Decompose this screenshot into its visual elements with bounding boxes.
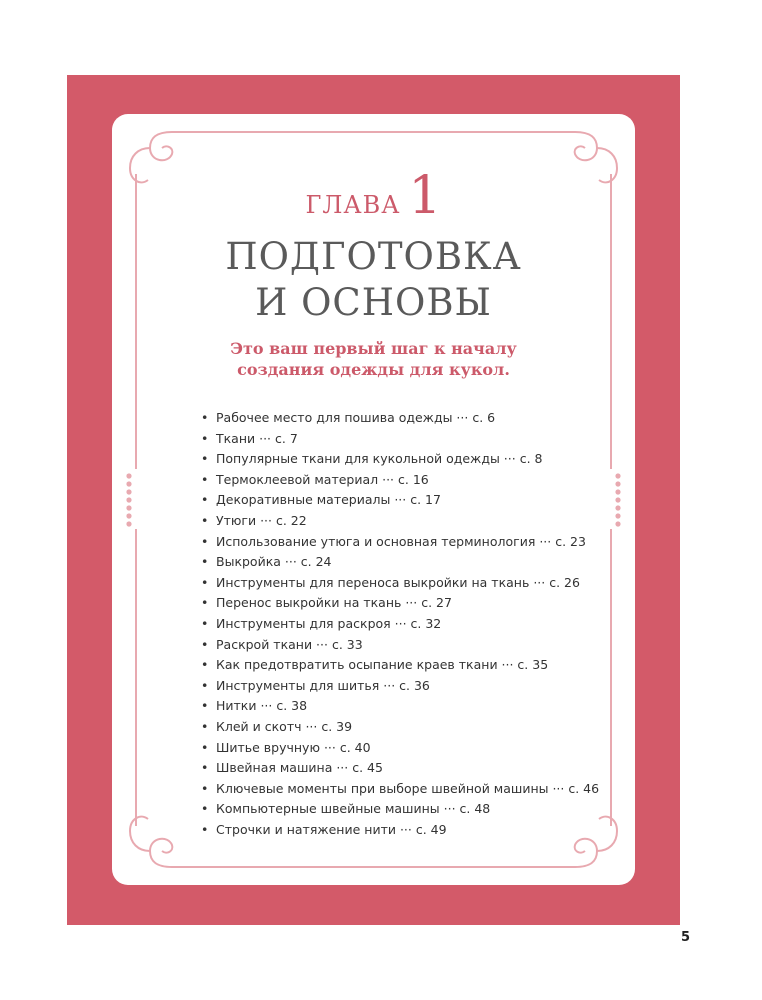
toc-item	[199, 635, 599, 656]
chapter-number: 1	[408, 166, 442, 226]
toc-item	[199, 490, 599, 511]
toc-item-text: Декоративные материалы ··· с. 17	[216, 492, 441, 508]
bullet-icon: •	[201, 574, 209, 590]
toc-item-text: Инструменты для переноса выкройки на ткань ··· с. 26	[216, 574, 580, 590]
bullet-icon: •	[201, 533, 209, 549]
bullet-icon: •	[201, 595, 209, 611]
chapter-subtitle-line-2: создания одежды для кукол.	[237, 360, 510, 379]
page-number: 5	[680, 930, 690, 945]
toc-item-text: Перенос выкройки на ткань ··· с. 27	[216, 595, 452, 611]
toc-item	[199, 758, 599, 779]
toc-item-text: Утюги ··· с. 22	[216, 512, 307, 528]
toc-item-text: Шитье вручную ··· с. 40	[216, 739, 371, 755]
bullet-icon: •	[201, 410, 209, 425]
toc-item-text: Швейная машина ··· с. 45	[216, 760, 383, 776]
toc-item-text: Нитки ··· с. 38	[216, 698, 308, 714]
toc-item	[199, 593, 599, 614]
toc-item	[199, 614, 599, 635]
bullet-icon: •	[201, 451, 209, 467]
bullet-icon: •	[201, 801, 209, 817]
bullet-icon: •	[201, 430, 209, 446]
toc-item-text: Ключевые моменты при выборе швейной машины ··· с. 46	[216, 780, 600, 796]
bullet-icon: •	[201, 760, 209, 776]
toc-item-text: Компьютерные швейные машины ··· с. 48	[216, 801, 491, 817]
bullet-icon: •	[201, 718, 209, 734]
chapter-heading	[112, 166, 635, 226]
toc-item	[199, 655, 599, 676]
toc-item	[199, 779, 599, 800]
bullet-icon: •	[201, 554, 209, 570]
toc-item-text: Раскрой ткани ··· с. 33	[216, 636, 363, 652]
toc-item-text: Термоклеевой материал ··· с. 16	[216, 471, 429, 487]
table-of-contents	[199, 408, 599, 840]
toc-item-text: Инструменты для раскроя ··· с. 32	[216, 615, 442, 631]
chapter-word: ГЛАВА	[305, 191, 401, 219]
chapter-subtitle-line-1: Это ваш первый шаг к началу	[230, 339, 517, 358]
bullet-icon: •	[201, 471, 209, 487]
toc-item	[199, 573, 599, 594]
bullet-icon: •	[201, 698, 209, 714]
toc-item	[199, 717, 599, 738]
bullet-icon: •	[201, 615, 209, 631]
bullet-icon: •	[201, 780, 209, 796]
toc-item	[199, 470, 599, 491]
bullet-icon: •	[201, 492, 209, 508]
toc-item-text: Строчки и натяжение нити ··· с. 49	[216, 821, 447, 837]
toc-item	[199, 532, 599, 553]
toc-item	[199, 799, 599, 820]
bullet-icon: •	[201, 821, 209, 837]
bullet-icon: •	[201, 636, 209, 652]
toc-item-text: Использование утюга и основная терминология ··· с. 23	[216, 533, 586, 549]
chapter-title	[112, 234, 635, 326]
toc-item	[199, 511, 599, 532]
toc-item	[199, 696, 599, 717]
toc-item	[199, 820, 599, 841]
bullet-icon: •	[201, 657, 209, 673]
bullet-icon: •	[201, 512, 209, 528]
bullet-icon: •	[201, 739, 209, 755]
toc-item-text: Выкройка ··· с. 24	[216, 554, 332, 570]
toc-item	[199, 552, 599, 573]
toc-item-text: Ткани ··· с. 7	[216, 430, 298, 446]
chapter-title-line-2: И ОСНОВЫ	[255, 281, 492, 324]
toc-item-text: Рабочее место для пошива одежды ··· с. 6	[216, 410, 496, 425]
chapter-subtitle	[112, 338, 635, 380]
toc-item-text: Инструменты для шитья ··· с. 36	[216, 677, 430, 693]
toc-item-text: Популярные ткани для кукольной одежды ··· с. 8	[216, 451, 543, 467]
toc-item	[199, 408, 599, 429]
toc-item-text: Как предотвратить осыпание краев ткани ··· с. 35	[216, 657, 549, 673]
toc-item	[199, 738, 599, 759]
toc-item-text: Клей и скотч ··· с. 39	[216, 718, 353, 734]
chapter-title-line-1: ПОДГОТОВКА	[225, 235, 522, 278]
bullet-icon: •	[201, 677, 209, 693]
toc-item	[199, 676, 599, 697]
toc-item	[199, 449, 599, 470]
toc-item	[199, 429, 599, 450]
